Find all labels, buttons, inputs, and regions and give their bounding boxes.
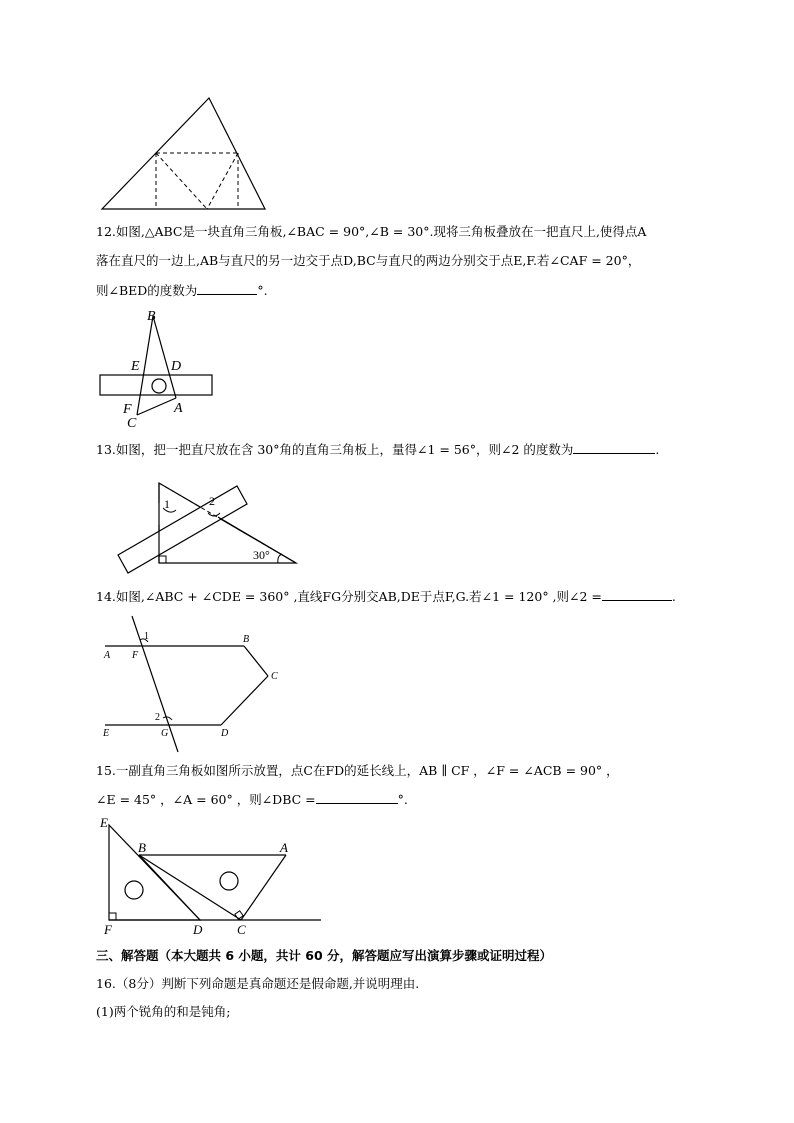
q13-end: . xyxy=(655,442,660,457)
q14-end: . xyxy=(671,589,676,604)
q16-part1: (1)两个锐角的和是钝角; xyxy=(96,1004,231,1019)
q14-label-2: 2 xyxy=(155,712,160,723)
q15-line2 xyxy=(96,791,408,808)
q13-line xyxy=(96,441,659,458)
q12-line3 xyxy=(96,282,268,299)
q12-line3-text: 则∠BED的度数为 xyxy=(96,283,198,298)
q15-label-D: D xyxy=(193,922,203,937)
q12-label-D: D xyxy=(171,359,182,374)
q13-label-2: 2 xyxy=(209,494,215,508)
q14-label-F: F xyxy=(132,650,139,661)
q12-line1: 12.如图,△ABC是一块直角三角板,∠BAC = 90°,∠B = 30°.现将三角板叠放在一把直尺上,使得点A xyxy=(96,224,647,239)
q12-label-A: A xyxy=(174,401,183,416)
q13-text: 13.如图，把一把直尺放在含 30°角的直角三角板上，量得∠1 = 56°，则∠2 的度数为 xyxy=(96,442,574,457)
q14-label-A: A xyxy=(104,650,111,661)
q15-label-E: E xyxy=(100,815,108,830)
q12-label-E: E xyxy=(131,359,140,374)
q14-label-B: B xyxy=(243,634,250,645)
q12-line2: 落在直尺的一边上,AB与直尺的另一边交于点D,BC与直尺的两边分别交于点E,F.若∠CAF = 20°， xyxy=(96,253,641,268)
q14-label-E: E xyxy=(103,728,110,739)
q13-label-30deg: 30° xyxy=(253,548,270,562)
q14-label-1: 1 xyxy=(144,631,149,642)
q15-line1: 15.一副直角三角板如图所示放置，点C在FD的延长线上，AB ∥ CF ，∠F = ∠ACB = 90° ， xyxy=(96,763,619,778)
q13-label-1: 1 xyxy=(164,497,170,511)
section3-heading: 三、解答题（本大题共 6 小题，共计 60 分，解答题应写出演算步骤或证明过程） xyxy=(96,948,553,963)
q15-line2-end: °. xyxy=(397,792,408,807)
q15-label-A: A xyxy=(280,840,288,855)
q12-answer-blank[interactable] xyxy=(197,282,257,295)
q14-answer-blank[interactable] xyxy=(602,588,672,601)
q12-label-C: C xyxy=(127,416,137,431)
q15-figure xyxy=(96,812,326,937)
q12-label-F: F xyxy=(123,402,132,417)
q14-label-G: G xyxy=(161,728,169,739)
q14-text: 14.如图,∠ABC + ∠CDE = 360° ,直线FG分别交AB,DE于点F,G.若∠1 = 120° ,则∠2 = xyxy=(96,589,602,604)
q15-answer-blank[interactable] xyxy=(316,791,398,804)
q15-label-F: F xyxy=(104,922,112,937)
q14-line xyxy=(96,588,676,605)
q15-label-B: B xyxy=(138,840,146,855)
q13-answer-blank[interactable] xyxy=(573,441,655,454)
q14-label-C: C xyxy=(271,671,278,682)
q12-line3-end: °. xyxy=(257,283,268,298)
q16-line: 16.（8分）判断下列命题是真命题还是假命题,并说明理由. xyxy=(96,976,420,991)
q12-label-B: B xyxy=(147,309,156,324)
q15-line2-text: ∠E = 45° ，∠A = 60° ，则∠DBC = xyxy=(96,792,316,807)
q14-figure xyxy=(100,612,290,757)
q15-label-C: C xyxy=(237,922,246,937)
q13-figure xyxy=(110,475,310,575)
q12-figure xyxy=(95,306,225,431)
q14-label-D: D xyxy=(221,728,229,739)
q11-figure xyxy=(95,92,275,212)
